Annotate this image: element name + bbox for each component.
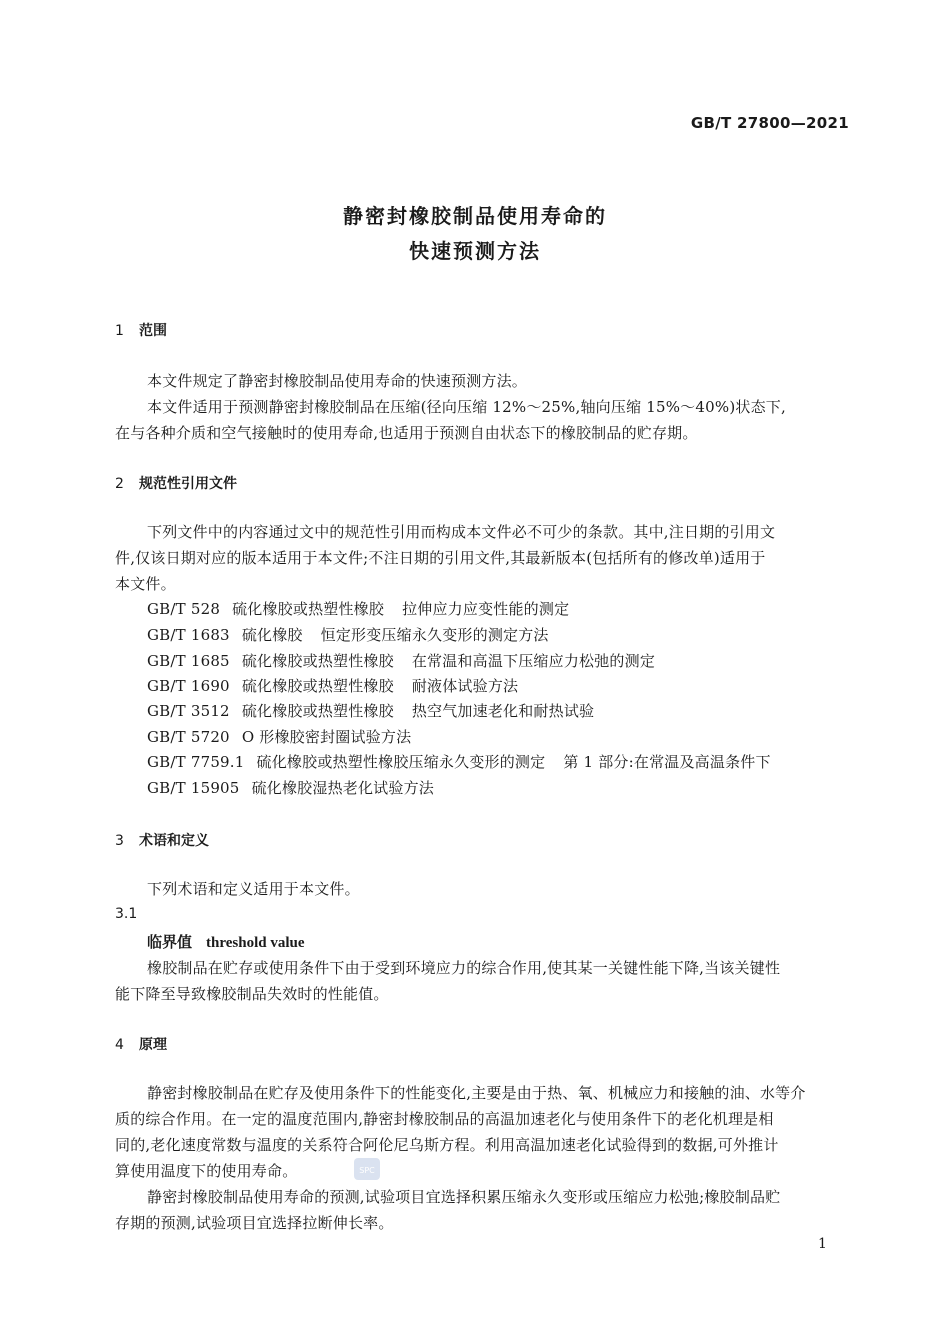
paragraph: 存期的预测,试验项目宜选择拉断伸长率。 [115,1214,394,1232]
section-number: 3 [115,833,124,849]
watermark-text: SPC [359,1166,375,1175]
reference-title: 硫化橡胶湿热老化试验方法 [251,779,434,797]
section-number: 1 [115,323,124,339]
paragraph: 静密封橡胶制品在贮存及使用条件下的性能变化,主要是由于热、氧、机械应力和接触的油、水等介 [147,1084,806,1102]
term-chinese: 临界值 [147,933,193,951]
section-title: 原理 [139,1037,167,1053]
reference-item [147,777,434,798]
reference-title: 硫化橡胶或热塑性橡胶压缩永久变形的测定 [256,753,546,771]
reference-subtitle: 热空气加速老化和耐热试验 [411,702,595,720]
reference-item [147,726,411,747]
paragraph: 本文件。 [115,575,176,593]
reference-title: 硫化橡胶 [241,626,303,644]
paragraph: 本文件适用于预测静密封橡胶制品在压缩(径向压缩 12%～25%,轴向压缩 15%～40%)状态下, [147,398,786,416]
document-title-line1: 静密封橡胶制品使用寿命的 [343,204,607,228]
reference-item [147,624,549,645]
reference-code: GB/T 1683 [147,626,230,644]
paragraph: 下列术语和定义适用于本文件。 [147,880,360,898]
reference-item [147,700,594,721]
reference-title: 硫化橡胶或热塑性橡胶 [241,702,394,720]
term-entry [147,931,305,952]
section-1-heading [115,320,167,340]
reference-subtitle: 恒定形变压缩永久变形的测定方法 [320,626,549,644]
paragraph: 下列文件中的内容通过文中的规范性引用而构成本文件必不可少的条款。其中,注日期的引用文 [147,523,776,541]
paragraph: 本文件规定了静密封橡胶制品使用寿命的快速预测方法。 [147,372,528,390]
section-title: 术语和定义 [139,833,209,849]
reference-subtitle: 第 1 部分:在常温及高温条件下 [563,753,771,771]
reference-title: O 形橡胶密封圈试验方法 [241,728,412,746]
paragraph: 能下降至导致橡胶制品失效时的性能值。 [115,985,389,1003]
reference-code: GB/T 5720 [147,728,230,746]
reference-subtitle: 在常温和高温下压缩应力松弛的测定 [411,652,656,670]
term-english: threshold value [206,935,305,951]
section-title: 规范性引用文件 [139,476,237,492]
reference-title: 硫化橡胶或热塑性橡胶 [232,600,385,618]
reference-item [147,675,518,696]
reference-code: GB/T 1685 [147,652,230,670]
section-title: 范围 [139,323,167,339]
watermark-logo-icon [353,1157,381,1181]
paragraph: 静密封橡胶制品使用寿命的预测,试验项目宜选择积累压缩永久变形或压缩应力松弛;橡胶制品贮 [147,1188,781,1206]
reference-subtitle: 耐液体试验方法 [411,677,519,695]
section-number: 4 [115,1037,124,1053]
section-3-heading [115,830,209,850]
reference-item [147,598,569,619]
paragraph: 算使用温度下的使用寿命。 [115,1162,298,1180]
section-2-heading [115,473,237,493]
paragraph: 质的综合作用。在一定的温度范围内,静密封橡胶制品的高温加速老化与使用条件下的老化机理是相 [115,1110,774,1128]
paragraph: 橡胶制品在贮存或使用条件下由于受到环境应力的综合作用,使其某一关键性能下降,当该关键性 [147,959,781,977]
document-title-line2: 快速预测方法 [409,239,541,263]
reference-code: GB/T 3512 [147,702,230,720]
term-number: 3.1 [115,906,138,922]
reference-title: 硫化橡胶或热塑性橡胶 [241,677,394,695]
reference-item [147,650,655,671]
paragraph: 件,仅该日期对应的版本适用于本文件;不注日期的引用文件,其最新版本(包括所有的修改单)适用于 [115,549,766,567]
reference-code: GB/T 7759.1 [147,753,245,771]
section-4-heading [115,1034,167,1054]
paragraph: 同的,老化速度常数与温度的关系符合阿伦尼乌斯方程。利用高温加速老化试验得到的数据,可外推计 [115,1136,779,1154]
standard-number: GB/T 27800—2021 [690,114,849,132]
section-number: 2 [115,476,124,492]
reference-code: GB/T 528 [147,600,221,618]
reference-item [147,751,771,772]
paragraph: 在与各种介质和空气接触时的使用寿命,也适用于预测自由状态下的橡胶制品的贮存期。 [115,424,698,442]
reference-title: 硫化橡胶或热塑性橡胶 [241,652,394,670]
page-number: 1 [818,1236,827,1252]
reference-code: GB/T 15905 [147,779,240,797]
reference-subtitle: 拉伸应力应变性能的测定 [402,600,570,618]
reference-code: GB/T 1690 [147,677,230,695]
